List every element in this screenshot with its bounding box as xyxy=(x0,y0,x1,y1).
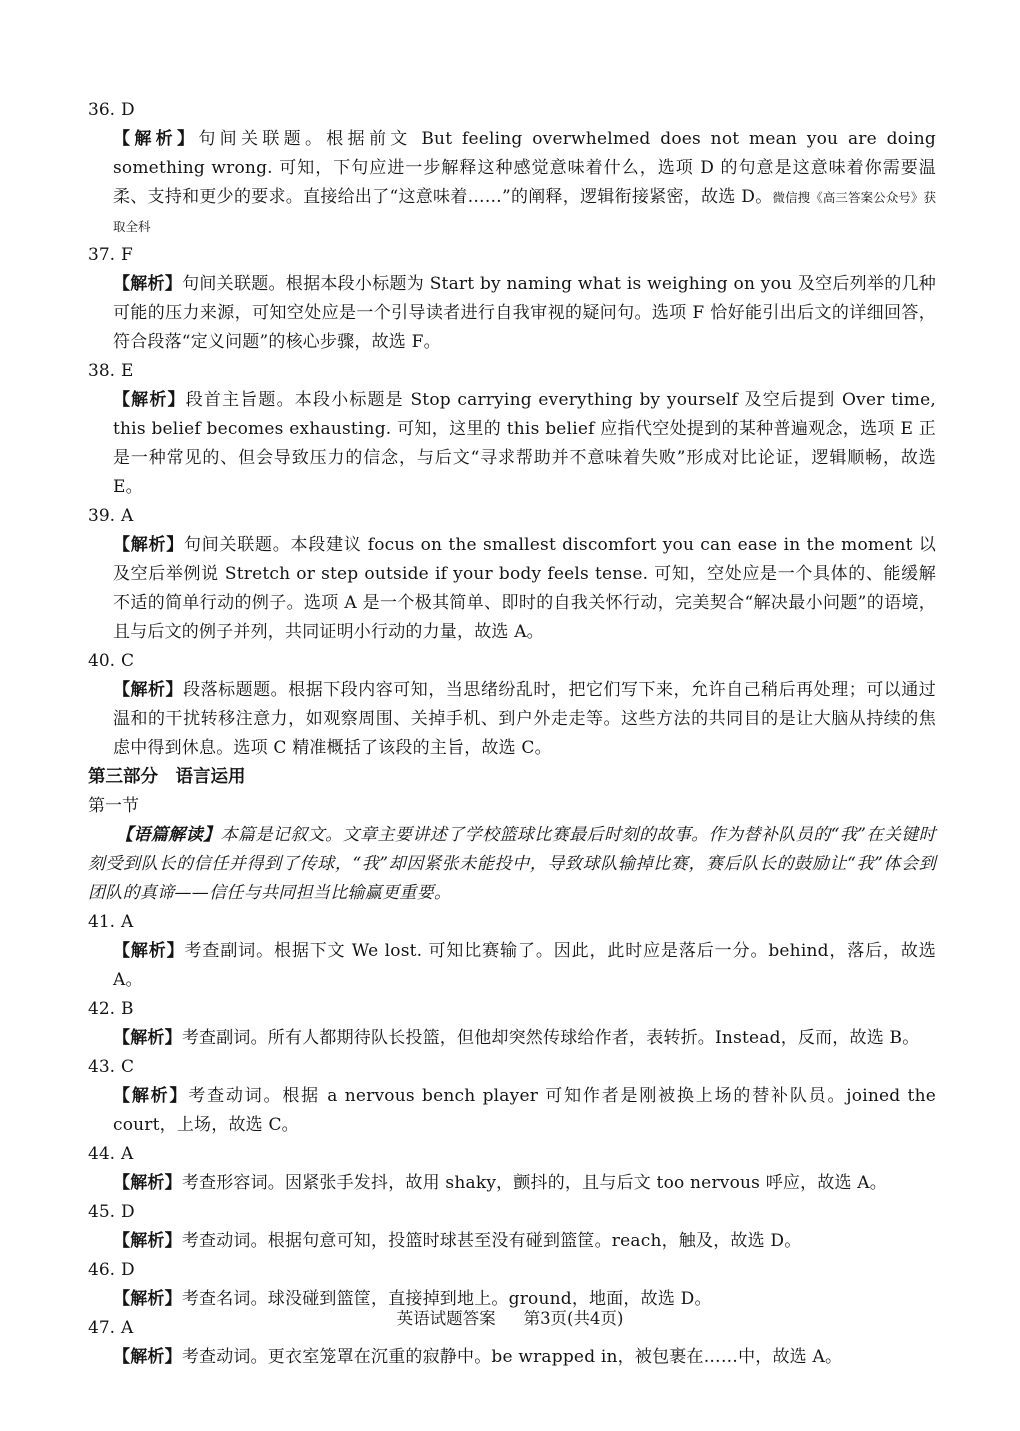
explanation-body: 句间关联题。根据本段小标题为 Start by naming what is weighing on you 及空后列举的几种可能的压力来源，可知空处应是一个引导读者进行自我审视的疑问句。选项 F 恰好能引出后文的详细回答，符合段落“定义问题”的核心步骤，故选 F。 xyxy=(113,274,936,352)
explanation-text xyxy=(113,937,936,995)
answer-item-44 xyxy=(88,1140,936,1198)
answer-number xyxy=(88,1053,936,1082)
answer-item-36 xyxy=(88,96,936,241)
answer-number xyxy=(88,1140,936,1169)
answer-item-41 xyxy=(88,908,936,995)
footer-doc-title: 英语试题答案 xyxy=(396,1309,496,1328)
question-number: 38. xyxy=(88,361,116,381)
question-number: 36. xyxy=(88,100,116,120)
explanation-body: 考查动词。根据句意可知，投篮时球甚至没有碰到篮筐。reach，触及，故选 D。 xyxy=(181,1231,802,1251)
analysis-label: 【解析】 xyxy=(113,1028,182,1048)
section-heading-part3: 第三部分 语言运用 xyxy=(88,767,246,787)
question-number: 41. xyxy=(88,912,116,932)
passage-body: 本篇是记叙文。文章主要讲述了学校篮球比赛最后时刻的故事。作为替补队员的“我”在关键时刻受到队长的信任并得到了传球，“我”却因紧张未能投中，导致球队输掉比赛，赛后队长的鼓励让“我”体会到团队的真谛——信任与共同担当比输赢更重要。 xyxy=(88,825,936,903)
explanation-body: 考查动词。根据 a nervous bench player 可知作者是刚被换上场的替补队员。joined the court，上场，故选 C。 xyxy=(113,1086,936,1135)
answer-letter: A xyxy=(121,1144,134,1164)
question-number: 44. xyxy=(88,1144,116,1164)
answer-letter: B xyxy=(121,999,134,1019)
answer-letter: A xyxy=(121,912,134,932)
footer-page-number: 第3页(共4页) xyxy=(523,1309,624,1328)
question-number: 40. xyxy=(88,651,116,671)
analysis-label: 【解析】 xyxy=(113,1086,189,1106)
page-footer xyxy=(0,1305,1020,1329)
answer-letter: E xyxy=(121,361,134,381)
analysis-label: 【解析】 xyxy=(113,1231,182,1251)
page-content xyxy=(88,96,936,1372)
analysis-label: 【解析】 xyxy=(113,680,184,700)
answer-number xyxy=(88,1198,936,1227)
promo-watermark-text: 微信搜《高三答案公众号》获取全科 xyxy=(113,190,936,234)
explanation-text xyxy=(113,1227,936,1256)
question-number: 45. xyxy=(88,1202,116,1222)
explanation-text xyxy=(113,386,936,502)
answer-number xyxy=(88,96,936,125)
answer-number xyxy=(88,647,936,676)
answer-letter: D xyxy=(121,100,135,120)
answer-letter: D xyxy=(121,1202,135,1222)
question-number: 42. xyxy=(88,999,116,1019)
analysis-label: 【解析】 xyxy=(113,941,185,961)
answer-item-38 xyxy=(88,357,936,502)
answer-letter: A xyxy=(121,506,134,526)
analysis-label: 【解析】 xyxy=(113,535,185,555)
question-number: 43. xyxy=(88,1057,116,1077)
analysis-label: 【解析】 xyxy=(113,390,186,410)
explanation-text xyxy=(113,676,936,763)
explanation-body: 考查名词。球没碰到篮筐，直接掉到地上。ground，地面，故选 D。 xyxy=(181,1289,712,1309)
analysis-label: 【解析】 xyxy=(113,274,183,294)
explanation-body: 句间关联题。根据前文 But feeling overwhelmed does not mean you are doing something wrong. 可知，下句应进一步解释这种感觉意味着什么，选项 D 的句意是这意味着你需要温柔、支持和更少的要求。直接给出了“这意味着……”的阐释，逻辑衔接紧密，故选 D。 xyxy=(113,129,936,207)
passage-label: 【语篇解读】 xyxy=(116,825,221,845)
question-number: 47. xyxy=(88,1318,116,1338)
answer-item-40 xyxy=(88,647,936,763)
analysis-label: 【解析】 xyxy=(113,1173,182,1193)
answer-number xyxy=(88,995,936,1024)
explanation-text xyxy=(113,1082,936,1140)
analysis-label: 【解析】 xyxy=(113,1289,182,1309)
answer-item-45 xyxy=(88,1198,936,1256)
explanation-text xyxy=(113,1343,936,1372)
explanation-text xyxy=(113,531,936,647)
answer-number xyxy=(88,1256,936,1285)
explanation-body: 段落标题题。根据下段内容可知，当思绪纷乱时，把它们写下来，允许自己稍后再处理；可以通过温和的干扰转移注意力，如观察周围、关掉手机、到户外走走等。这些方法的共同目的是让大脑从持续的焦虑中得到休息。选项 C 精准概括了该段的主旨，故选 C。 xyxy=(113,680,936,758)
explanation-text xyxy=(113,1024,936,1053)
explanation-body: 考查动词。更衣室笼罩在沉重的寂静中。be wrapped in，被包裹在……中，故选 A。 xyxy=(181,1347,843,1367)
answer-number xyxy=(88,908,936,937)
answer-item-39 xyxy=(88,502,936,647)
answer-item-37 xyxy=(88,241,936,357)
answer-number xyxy=(88,241,936,270)
answer-letter: D xyxy=(121,1260,135,1280)
answer-item-42 xyxy=(88,995,936,1053)
explanation-text xyxy=(113,125,936,241)
explanation-body: 句间关联题。本段建议 focus on the smallest discomfort you can ease in the moment 以及空后举例说 Stretch or step outside if your body feels tense. 可知，空处应是一个具体的、能缓解不适的简单行动的例子。选项 A 是一个极其简单、即时的自我关怀行动，完美契合“解决最小问题”的语境，且与后文的例子并列，共同证明小行动的力量，故选 A。 xyxy=(113,535,937,642)
explanation-text xyxy=(113,270,936,357)
answer-letter: C xyxy=(121,651,135,671)
answer-number xyxy=(88,357,936,386)
explanation-body: 考查副词。所有人都期待队长投篮，但他却突然传球给作者，表转折。Instead，反而，故选 B。 xyxy=(181,1028,920,1048)
answer-item-43 xyxy=(88,1053,936,1140)
explanation-body: 考查副词。根据下文 We lost. 可知比赛输了。因此，此时应是落后一分。behind，落后，故选 A。 xyxy=(113,941,936,990)
answer-letter: F xyxy=(121,245,133,265)
answer-letter: A xyxy=(121,1318,134,1338)
explanation-text xyxy=(113,1169,936,1198)
answer-number xyxy=(88,502,936,531)
passage-interpretation xyxy=(88,821,936,908)
answer-letter: C xyxy=(121,1057,135,1077)
analysis-label: 【解析】 xyxy=(113,129,199,149)
explanation-body: 考查形容词。因紧张手发抖，故用 shaky，颤抖的，且与后文 too nervous 呼应，故选 A。 xyxy=(181,1173,887,1193)
question-number: 46. xyxy=(88,1260,116,1280)
question-number: 39. xyxy=(88,506,116,526)
question-number: 37. xyxy=(88,245,116,265)
explanation-body: 段首主旨题。本段小标题是 Stop carrying everything by yourself 及空后提到 Over time, this belief becomes exhausting. 可知，这里的 this belief 应指代空处提到的某种普遍观念，选项 E 正是一种常见的、但会导致压力的信念，与后文“寻求帮助并不意味着失败”形成对比论证，逻辑顺畅，故选 E。 xyxy=(113,390,936,497)
analysis-label: 【解析】 xyxy=(113,1347,182,1367)
section-subheading: 第一节 xyxy=(88,796,139,816)
